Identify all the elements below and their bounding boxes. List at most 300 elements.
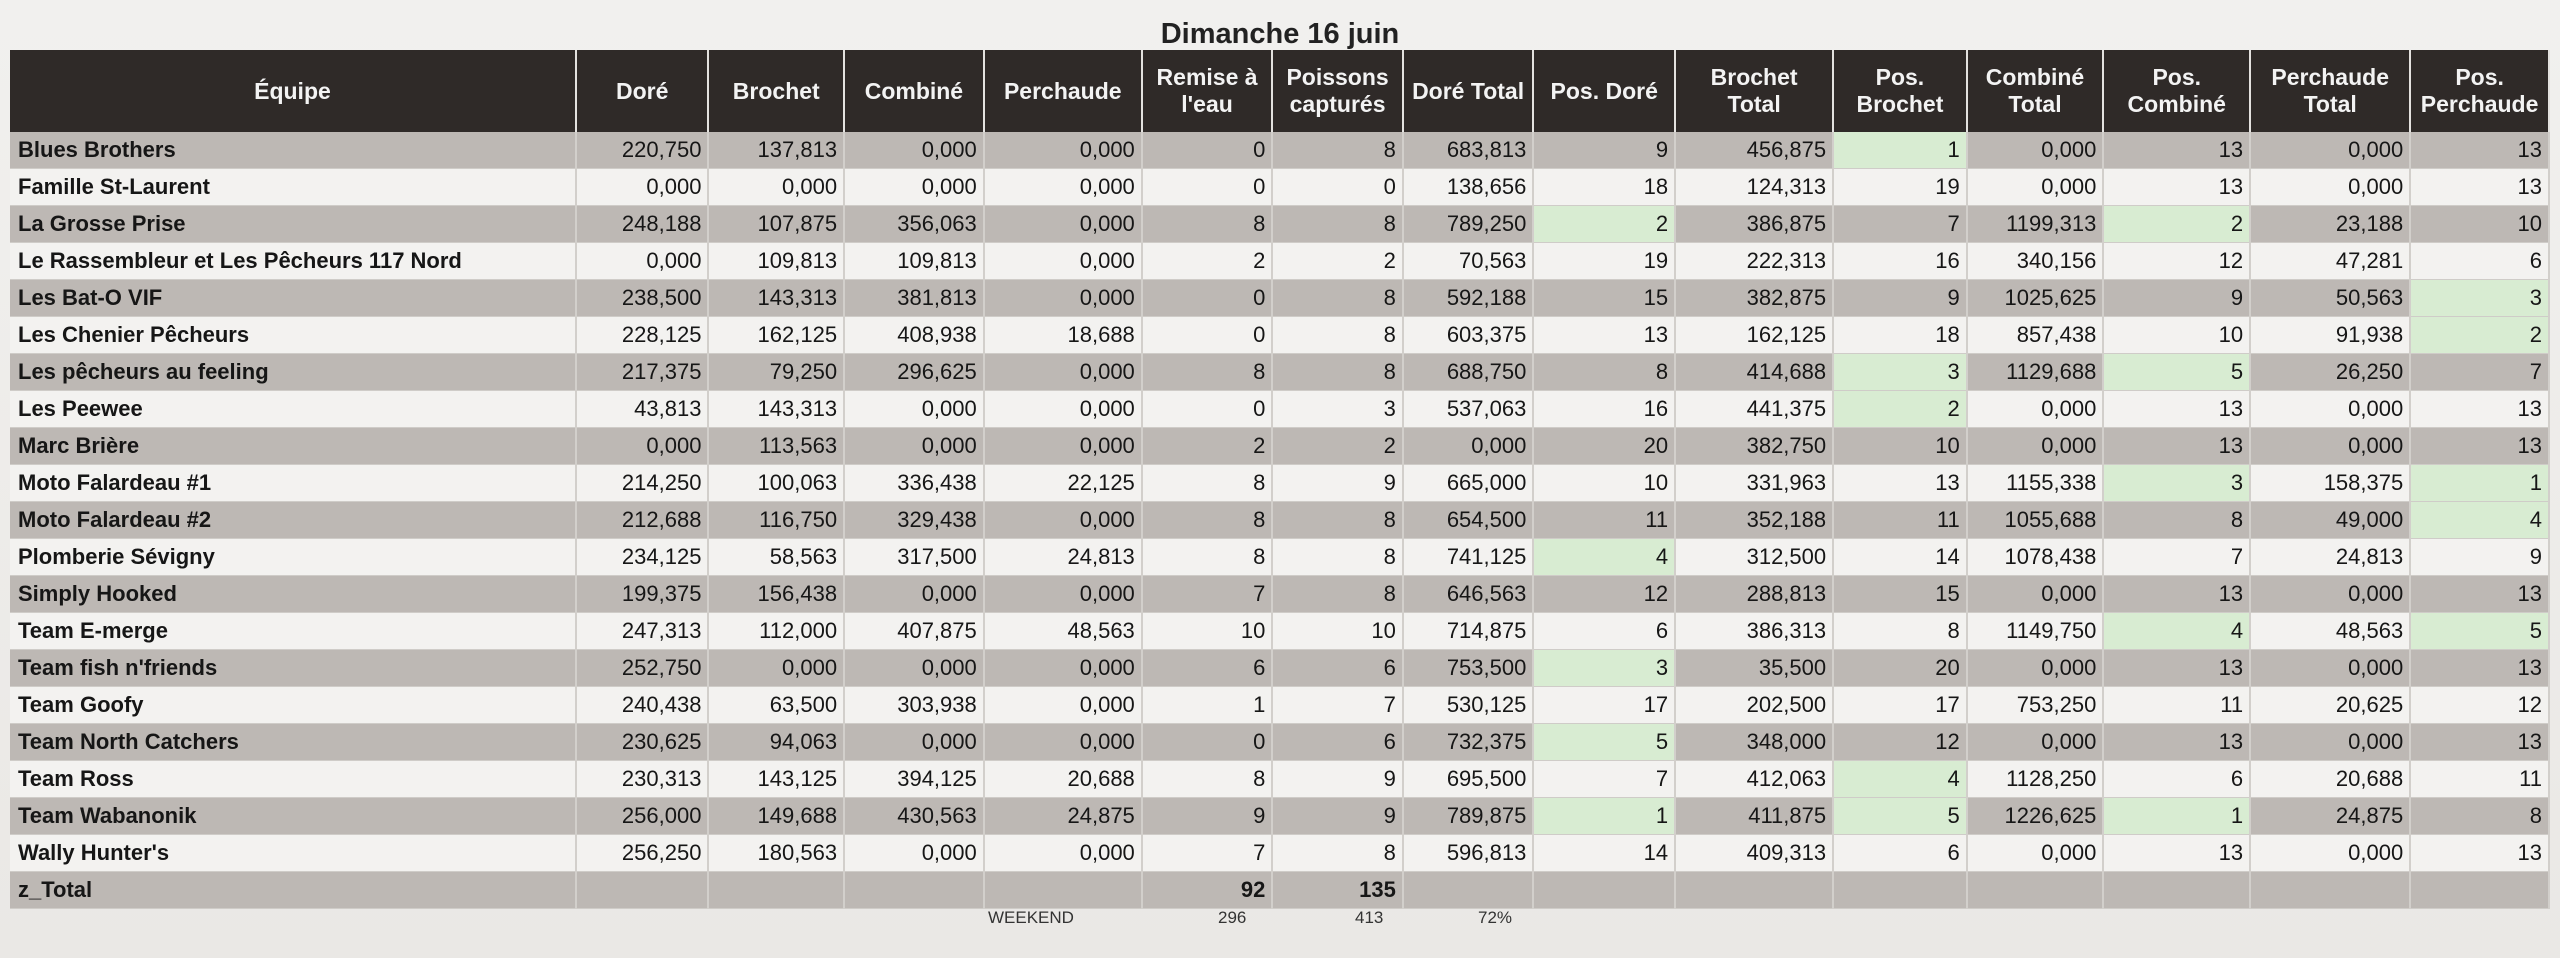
cell-poissons: 8 bbox=[1272, 502, 1403, 539]
cell-poissons: 8 bbox=[1272, 132, 1403, 169]
cell-poissons: 8 bbox=[1272, 317, 1403, 354]
header-remise: Remise à l'eau bbox=[1142, 50, 1273, 132]
total-empty-cell bbox=[1967, 872, 2104, 909]
team-name-cell: Simply Hooked bbox=[10, 576, 576, 613]
cell-remise: 0 bbox=[1142, 724, 1273, 761]
cell-brochet: 63,500 bbox=[708, 687, 844, 724]
table-row bbox=[10, 132, 2549, 169]
team-name-cell: Le Rassembleur et Les Pêcheurs 117 Nord bbox=[10, 243, 576, 280]
cell-dore-total: 695,500 bbox=[1403, 761, 1534, 798]
cell-brochet: 143,313 bbox=[708, 280, 844, 317]
cell-combine: 317,500 bbox=[844, 539, 984, 576]
cell-dore-total: 603,375 bbox=[1403, 317, 1534, 354]
cell-perchaude-total: 91,938 bbox=[2250, 317, 2410, 354]
cell-remise: 6 bbox=[1142, 650, 1273, 687]
sheet-title: Dimanche 16 juin bbox=[1160, 18, 1400, 50]
cell-perchaude-total: 24,875 bbox=[2250, 798, 2410, 835]
cell-perchaude-total: 50,563 bbox=[2250, 280, 2410, 317]
cell-pos-dore: 1 bbox=[1533, 798, 1675, 835]
cell-pos-combine: 7 bbox=[2103, 539, 2250, 576]
cell-pos-brochet: 10 bbox=[1833, 428, 1967, 465]
footer-percent: 72% bbox=[1478, 908, 1513, 927]
cell-pos-brochet: 18 bbox=[1833, 317, 1967, 354]
table-row bbox=[10, 354, 2549, 391]
cell-pos-perchaude: 12 bbox=[2410, 687, 2549, 724]
cell-poissons: 6 bbox=[1272, 724, 1403, 761]
cell-brochet-total: 386,875 bbox=[1675, 206, 1833, 243]
cell-pos-brochet: 5 bbox=[1833, 798, 1967, 835]
team-name-cell: La Grosse Prise bbox=[10, 206, 576, 243]
team-name-cell: Team E-merge bbox=[10, 613, 576, 650]
cell-brochet: 100,063 bbox=[708, 465, 844, 502]
cell-perchaude-total: 47,281 bbox=[2250, 243, 2410, 280]
cell-remise: 7 bbox=[1142, 576, 1273, 613]
cell-pos-perchaude: 10 bbox=[2410, 206, 2549, 243]
cell-remise: 0 bbox=[1142, 280, 1273, 317]
cell-pos-dore: 10 bbox=[1533, 465, 1675, 502]
cell-combine: 0,000 bbox=[844, 835, 984, 872]
team-name-cell: Team Ross bbox=[10, 761, 576, 798]
cell-combine: 356,063 bbox=[844, 206, 984, 243]
team-name-cell: Team Wabanonik bbox=[10, 798, 576, 835]
cell-brochet-total: 331,963 bbox=[1675, 465, 1833, 502]
cell-poissons: 6 bbox=[1272, 650, 1403, 687]
cell-pos-combine: 13 bbox=[2103, 650, 2250, 687]
cell-brochet-total: 348,000 bbox=[1675, 724, 1833, 761]
cell-dore: 0,000 bbox=[576, 428, 709, 465]
cell-pos-combine: 1 bbox=[2103, 798, 2250, 835]
cell-poissons: 8 bbox=[1272, 835, 1403, 872]
cell-dore: 234,125 bbox=[576, 539, 709, 576]
cell-dore-total: 138,656 bbox=[1403, 169, 1534, 206]
cell-remise: 8 bbox=[1142, 206, 1273, 243]
cell-dore-total: 0,000 bbox=[1403, 428, 1534, 465]
header-pos-combine: Pos. Combiné bbox=[2103, 50, 2250, 132]
cell-perchaude-total: 20,625 bbox=[2250, 687, 2410, 724]
header-dore-total: Doré Total bbox=[1403, 50, 1534, 132]
cell-dore: 247,313 bbox=[576, 613, 709, 650]
header-pos-brochet: Pos. Brochet bbox=[1833, 50, 1967, 132]
cell-pos-combine: 4 bbox=[2103, 613, 2250, 650]
cell-dore: 214,250 bbox=[576, 465, 709, 502]
team-name-cell: Les Peewee bbox=[10, 391, 576, 428]
cell-poissons: 2 bbox=[1272, 428, 1403, 465]
cell-pos-brochet: 16 bbox=[1833, 243, 1967, 280]
table-row bbox=[10, 280, 2549, 317]
cell-perchaude: 0,000 bbox=[984, 132, 1142, 169]
cell-pos-dore: 3 bbox=[1533, 650, 1675, 687]
table-body bbox=[10, 132, 2549, 909]
footer-poissons-total: 413 bbox=[1355, 908, 1384, 927]
cell-combine-total: 0,000 bbox=[1967, 835, 2104, 872]
cell-poissons: 8 bbox=[1272, 354, 1403, 391]
header-pos-dore: Pos. Doré bbox=[1533, 50, 1675, 132]
header-row bbox=[10, 50, 2549, 132]
cell-combine-total: 1226,625 bbox=[1967, 798, 2104, 835]
cell-pos-dore: 7 bbox=[1533, 761, 1675, 798]
cell-pos-perchaude: 13 bbox=[2410, 132, 2549, 169]
cell-perchaude-total: 0,000 bbox=[2250, 391, 2410, 428]
total-empty-cell bbox=[708, 872, 844, 909]
cell-brochet: 180,563 bbox=[708, 835, 844, 872]
header-combine-total: Combiné Total bbox=[1967, 50, 2104, 132]
cell-pos-dore: 15 bbox=[1533, 280, 1675, 317]
cell-perchaude: 0,000 bbox=[984, 687, 1142, 724]
cell-combine-total: 0,000 bbox=[1967, 391, 2104, 428]
table-row bbox=[10, 391, 2549, 428]
cell-pos-perchaude: 7 bbox=[2410, 354, 2549, 391]
cell-pos-combine: 2 bbox=[2103, 206, 2250, 243]
cell-brochet: 109,813 bbox=[708, 243, 844, 280]
cell-perchaude: 24,875 bbox=[984, 798, 1142, 835]
cell-remise: 0 bbox=[1142, 317, 1273, 354]
cell-remise: 8 bbox=[1142, 539, 1273, 576]
cell-dore-total: 789,875 bbox=[1403, 798, 1534, 835]
results-table bbox=[10, 50, 2550, 909]
team-name-cell: Wally Hunter's bbox=[10, 835, 576, 872]
cell-pos-dore: 19 bbox=[1533, 243, 1675, 280]
cell-combine-total: 857,438 bbox=[1967, 317, 2104, 354]
cell-combine-total: 1155,338 bbox=[1967, 465, 2104, 502]
cell-brochet: 143,313 bbox=[708, 391, 844, 428]
cell-combine: 0,000 bbox=[844, 576, 984, 613]
cell-perchaude-total: 48,563 bbox=[2250, 613, 2410, 650]
cell-pos-combine: 13 bbox=[2103, 835, 2250, 872]
cell-poissons: 9 bbox=[1272, 798, 1403, 835]
team-name-cell: Team Goofy bbox=[10, 687, 576, 724]
cell-dore-total: 654,500 bbox=[1403, 502, 1534, 539]
footer-remise-total: 296 bbox=[1218, 908, 1247, 927]
cell-remise: 2 bbox=[1142, 428, 1273, 465]
cell-brochet-total: 352,188 bbox=[1675, 502, 1833, 539]
cell-dore-total: 537,063 bbox=[1403, 391, 1534, 428]
cell-remise: 0 bbox=[1142, 391, 1273, 428]
cell-combine: 407,875 bbox=[844, 613, 984, 650]
cell-combine: 408,938 bbox=[844, 317, 984, 354]
cell-brochet-total: 412,063 bbox=[1675, 761, 1833, 798]
table-row bbox=[10, 428, 2549, 465]
total-label: z_Total bbox=[10, 872, 576, 909]
cell-dore-total: 530,125 bbox=[1403, 687, 1534, 724]
team-name-cell: Team fish n'friends bbox=[10, 650, 576, 687]
cell-dore-total: 596,813 bbox=[1403, 835, 1534, 872]
cell-perchaude: 0,000 bbox=[984, 169, 1142, 206]
header-equipe: Équipe bbox=[10, 50, 576, 132]
cell-combine-total: 1055,688 bbox=[1967, 502, 2104, 539]
cell-perchaude: 18,688 bbox=[984, 317, 1142, 354]
cell-perchaude: 0,000 bbox=[984, 502, 1142, 539]
cell-combine-total: 1199,313 bbox=[1967, 206, 2104, 243]
total-poissons: 135 bbox=[1272, 872, 1403, 909]
cell-poissons: 3 bbox=[1272, 391, 1403, 428]
cell-dore-total: 741,125 bbox=[1403, 539, 1534, 576]
cell-pos-dore: 4 bbox=[1533, 539, 1675, 576]
cell-poissons: 8 bbox=[1272, 539, 1403, 576]
cell-pos-perchaude: 13 bbox=[2410, 650, 2549, 687]
cell-pos-dore: 9 bbox=[1533, 132, 1675, 169]
cell-dore: 240,438 bbox=[576, 687, 709, 724]
cell-perchaude: 0,000 bbox=[984, 243, 1142, 280]
total-empty-cell bbox=[1833, 872, 1967, 909]
total-empty-cell bbox=[1403, 872, 1534, 909]
cell-brochet: 58,563 bbox=[708, 539, 844, 576]
table-row bbox=[10, 169, 2549, 206]
cell-combine: 0,000 bbox=[844, 391, 984, 428]
cell-combine-total: 1149,750 bbox=[1967, 613, 2104, 650]
cell-perchaude-total: 26,250 bbox=[2250, 354, 2410, 391]
header-combine: Combiné bbox=[844, 50, 984, 132]
cell-pos-brochet: 17 bbox=[1833, 687, 1967, 724]
team-name-cell: Moto Falardeau #2 bbox=[10, 502, 576, 539]
cell-pos-brochet: 1 bbox=[1833, 132, 1967, 169]
cell-remise: 0 bbox=[1142, 169, 1273, 206]
cell-pos-perchaude: 9 bbox=[2410, 539, 2549, 576]
cell-perchaude-total: 0,000 bbox=[2250, 576, 2410, 613]
cell-pos-perchaude: 2 bbox=[2410, 317, 2549, 354]
table-row bbox=[10, 687, 2549, 724]
cell-combine: 336,438 bbox=[844, 465, 984, 502]
cell-dore-total: 688,750 bbox=[1403, 354, 1534, 391]
cell-pos-perchaude: 13 bbox=[2410, 391, 2549, 428]
cell-poissons: 2 bbox=[1272, 243, 1403, 280]
cell-perchaude: 0,000 bbox=[984, 724, 1142, 761]
cell-pos-brochet: 14 bbox=[1833, 539, 1967, 576]
cell-pos-perchaude: 8 bbox=[2410, 798, 2549, 835]
cell-remise: 9 bbox=[1142, 798, 1273, 835]
total-empty-cell bbox=[1675, 872, 1833, 909]
cell-dore-total: 646,563 bbox=[1403, 576, 1534, 613]
cell-dore: 212,688 bbox=[576, 502, 709, 539]
cell-dore-total: 789,250 bbox=[1403, 206, 1534, 243]
cell-brochet: 116,750 bbox=[708, 502, 844, 539]
cell-combine-total: 1129,688 bbox=[1967, 354, 2104, 391]
cell-poissons: 9 bbox=[1272, 761, 1403, 798]
cell-combine: 303,938 bbox=[844, 687, 984, 724]
cell-brochet-total: 382,875 bbox=[1675, 280, 1833, 317]
header-pos-perchaude: Pos. Perchaude bbox=[2410, 50, 2549, 132]
team-name-cell: Les pêcheurs au feeling bbox=[10, 354, 576, 391]
table-row bbox=[10, 317, 2549, 354]
cell-remise: 8 bbox=[1142, 502, 1273, 539]
cell-combine: 296,625 bbox=[844, 354, 984, 391]
cell-perchaude: 0,000 bbox=[984, 835, 1142, 872]
cell-perchaude: 22,125 bbox=[984, 465, 1142, 502]
cell-perchaude-total: 20,688 bbox=[2250, 761, 2410, 798]
cell-remise: 8 bbox=[1142, 761, 1273, 798]
cell-pos-brochet: 9 bbox=[1833, 280, 1967, 317]
total-remise: 92 bbox=[1142, 872, 1273, 909]
cell-brochet-total: 456,875 bbox=[1675, 132, 1833, 169]
cell-perchaude: 0,000 bbox=[984, 206, 1142, 243]
cell-brochet: 94,063 bbox=[708, 724, 844, 761]
table-row bbox=[10, 650, 2549, 687]
cell-brochet: 112,000 bbox=[708, 613, 844, 650]
cell-perchaude-total: 0,000 bbox=[2250, 169, 2410, 206]
cell-pos-combine: 13 bbox=[2103, 391, 2250, 428]
cell-dore: 256,250 bbox=[576, 835, 709, 872]
total-empty-cell bbox=[984, 872, 1142, 909]
cell-pos-perchaude: 1 bbox=[2410, 465, 2549, 502]
cell-dore: 220,750 bbox=[576, 132, 709, 169]
cell-pos-brochet: 11 bbox=[1833, 502, 1967, 539]
cell-combine-total: 0,000 bbox=[1967, 650, 2104, 687]
cell-dore-total: 732,375 bbox=[1403, 724, 1534, 761]
table-row bbox=[10, 243, 2549, 280]
cell-combine: 0,000 bbox=[844, 428, 984, 465]
cell-remise: 1 bbox=[1142, 687, 1273, 724]
cell-pos-brochet: 4 bbox=[1833, 761, 1967, 798]
cell-pos-perchaude: 4 bbox=[2410, 502, 2549, 539]
cell-poissons: 8 bbox=[1272, 280, 1403, 317]
cell-dore-total: 683,813 bbox=[1403, 132, 1534, 169]
cell-pos-dore: 17 bbox=[1533, 687, 1675, 724]
cell-perchaude-total: 0,000 bbox=[2250, 724, 2410, 761]
cell-pos-combine: 3 bbox=[2103, 465, 2250, 502]
cell-pos-brochet: 15 bbox=[1833, 576, 1967, 613]
cell-dore: 0,000 bbox=[576, 243, 709, 280]
cell-brochet: 0,000 bbox=[708, 650, 844, 687]
cell-combine-total: 0,000 bbox=[1967, 576, 2104, 613]
cell-brochet-total: 222,313 bbox=[1675, 243, 1833, 280]
cell-pos-perchaude: 5 bbox=[2410, 613, 2549, 650]
cell-pos-dore: 12 bbox=[1533, 576, 1675, 613]
team-name-cell: Les Bat-O VIF bbox=[10, 280, 576, 317]
cell-pos-dore: 16 bbox=[1533, 391, 1675, 428]
cell-pos-combine: 13 bbox=[2103, 576, 2250, 613]
cell-pos-dore: 20 bbox=[1533, 428, 1675, 465]
cell-pos-perchaude: 11 bbox=[2410, 761, 2549, 798]
cell-dore: 252,750 bbox=[576, 650, 709, 687]
cell-dore: 217,375 bbox=[576, 354, 709, 391]
table-row bbox=[10, 576, 2549, 613]
cell-combine-total: 1128,250 bbox=[1967, 761, 2104, 798]
cell-brochet-total: 382,750 bbox=[1675, 428, 1833, 465]
cell-pos-perchaude: 13 bbox=[2410, 169, 2549, 206]
cell-brochet-total: 441,375 bbox=[1675, 391, 1833, 428]
table-row bbox=[10, 798, 2549, 835]
cell-pos-perchaude: 13 bbox=[2410, 724, 2549, 761]
cell-dore-total: 714,875 bbox=[1403, 613, 1534, 650]
total-empty-cell bbox=[2410, 872, 2549, 909]
cell-pos-brochet: 8 bbox=[1833, 613, 1967, 650]
cell-perchaude: 0,000 bbox=[984, 576, 1142, 613]
cell-combine-total: 1025,625 bbox=[1967, 280, 2104, 317]
cell-combine-total: 340,156 bbox=[1967, 243, 2104, 280]
cell-poissons: 8 bbox=[1272, 576, 1403, 613]
table-row bbox=[10, 502, 2549, 539]
cell-perchaude-total: 23,188 bbox=[2250, 206, 2410, 243]
cell-perchaude: 0,000 bbox=[984, 280, 1142, 317]
footer-weekend-label: WEEKEND bbox=[988, 908, 1074, 927]
cell-pos-combine: 8 bbox=[2103, 502, 2250, 539]
cell-combine-total: 1078,438 bbox=[1967, 539, 2104, 576]
cell-pos-perchaude: 6 bbox=[2410, 243, 2549, 280]
cell-remise: 10 bbox=[1142, 613, 1273, 650]
table-row bbox=[10, 761, 2549, 798]
cell-pos-dore: 18 bbox=[1533, 169, 1675, 206]
cell-combine-total: 0,000 bbox=[1967, 428, 2104, 465]
cell-perchaude-total: 0,000 bbox=[2250, 428, 2410, 465]
cell-pos-combine: 13 bbox=[2103, 132, 2250, 169]
cell-brochet-total: 35,500 bbox=[1675, 650, 1833, 687]
cell-perchaude: 48,563 bbox=[984, 613, 1142, 650]
cell-perchaude-total: 24,813 bbox=[2250, 539, 2410, 576]
cell-pos-perchaude: 13 bbox=[2410, 835, 2549, 872]
table-row bbox=[10, 465, 2549, 502]
cell-pos-combine: 13 bbox=[2103, 724, 2250, 761]
cell-pos-dore: 8 bbox=[1533, 354, 1675, 391]
cell-poissons: 9 bbox=[1272, 465, 1403, 502]
cell-dore-total: 592,188 bbox=[1403, 280, 1534, 317]
cell-pos-brochet: 7 bbox=[1833, 206, 1967, 243]
cell-pos-brochet: 6 bbox=[1833, 835, 1967, 872]
cell-combine: 329,438 bbox=[844, 502, 984, 539]
cell-dore: 238,500 bbox=[576, 280, 709, 317]
cell-pos-dore: 2 bbox=[1533, 206, 1675, 243]
total-empty-cell bbox=[2103, 872, 2250, 909]
header-dore: Doré bbox=[576, 50, 709, 132]
cell-brochet-total: 312,500 bbox=[1675, 539, 1833, 576]
cell-pos-brochet: 20 bbox=[1833, 650, 1967, 687]
table-row bbox=[10, 539, 2549, 576]
cell-pos-dore: 13 bbox=[1533, 317, 1675, 354]
cell-brochet-total: 409,313 bbox=[1675, 835, 1833, 872]
cell-pos-brochet: 19 bbox=[1833, 169, 1967, 206]
cell-pos-brochet: 3 bbox=[1833, 354, 1967, 391]
cell-pos-dore: 14 bbox=[1533, 835, 1675, 872]
cell-brochet: 149,688 bbox=[708, 798, 844, 835]
cell-combine: 381,813 bbox=[844, 280, 984, 317]
footer-summary bbox=[0, 908, 2560, 938]
header-brochet-total: Brochet Total bbox=[1675, 50, 1833, 132]
total-row bbox=[10, 872, 2549, 909]
cell-combine: 0,000 bbox=[844, 132, 984, 169]
cell-pos-combine: 10 bbox=[2103, 317, 2250, 354]
team-name-cell: Blues Brothers bbox=[10, 132, 576, 169]
cell-combine-total: 0,000 bbox=[1967, 724, 2104, 761]
cell-dore-total: 753,500 bbox=[1403, 650, 1534, 687]
cell-brochet: 113,563 bbox=[708, 428, 844, 465]
cell-brochet-total: 414,688 bbox=[1675, 354, 1833, 391]
cell-combine: 109,813 bbox=[844, 243, 984, 280]
cell-perchaude-total: 49,000 bbox=[2250, 502, 2410, 539]
cell-perchaude: 0,000 bbox=[984, 650, 1142, 687]
total-empty-cell bbox=[576, 872, 709, 909]
cell-perchaude-total: 0,000 bbox=[2250, 835, 2410, 872]
team-name-cell: Marc Brière bbox=[10, 428, 576, 465]
cell-dore-total: 70,563 bbox=[1403, 243, 1534, 280]
cell-remise: 7 bbox=[1142, 835, 1273, 872]
table-row bbox=[10, 724, 2549, 761]
cell-brochet-total: 124,313 bbox=[1675, 169, 1833, 206]
cell-pos-combine: 12 bbox=[2103, 243, 2250, 280]
team-name-cell: Team North Catchers bbox=[10, 724, 576, 761]
cell-brochet: 79,250 bbox=[708, 354, 844, 391]
cell-brochet: 137,813 bbox=[708, 132, 844, 169]
cell-pos-perchaude: 13 bbox=[2410, 576, 2549, 613]
cell-perchaude: 0,000 bbox=[984, 428, 1142, 465]
cell-brochet: 162,125 bbox=[708, 317, 844, 354]
team-name-cell: Les Chenier Pêcheurs bbox=[10, 317, 576, 354]
cell-perchaude-total: 158,375 bbox=[2250, 465, 2410, 502]
cell-poissons: 0 bbox=[1272, 169, 1403, 206]
team-name-cell: Famille St-Laurent bbox=[10, 169, 576, 206]
table-row bbox=[10, 206, 2549, 243]
header-perchaude-total: Perchaude Total bbox=[2250, 50, 2410, 132]
header-perchaude: Perchaude bbox=[984, 50, 1142, 132]
cell-brochet: 156,438 bbox=[708, 576, 844, 613]
cell-combine: 0,000 bbox=[844, 650, 984, 687]
